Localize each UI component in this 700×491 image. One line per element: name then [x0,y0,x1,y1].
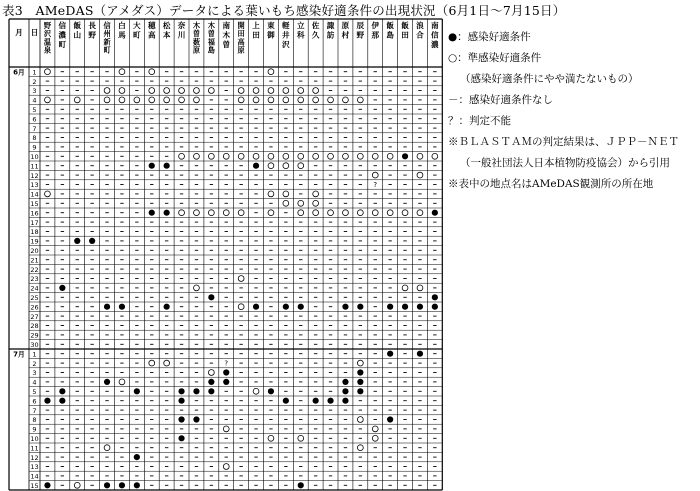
semi-infection-mark [238,210,244,216]
station-header-char: 川 [177,30,186,40]
day-number: 18 [30,228,39,237]
station-header-char: 開 [237,21,245,30]
semi-infection-mark [343,210,349,216]
station-header-char: 井 [282,30,290,40]
day-number: 9 [32,143,37,152]
unknown-mark: ? [224,359,229,368]
semi-infection-mark [208,370,214,376]
infection-mark [134,482,140,488]
day-number: 25 [30,294,39,302]
station-header-char: 泉 [43,45,52,55]
semi-infection-mark [372,426,378,432]
station-header-char: 濃 [431,39,439,49]
infection-mark [298,482,304,488]
day-number: 5 [32,388,37,396]
infection-mark [432,294,438,300]
infection-mark [417,304,423,310]
infection-mark [74,238,80,244]
semi-infection-mark [179,153,185,159]
day-number: 15 [30,482,39,490]
day-number: 1 [32,68,37,77]
station-header-char: 高 [237,37,245,47]
day-number: 22 [30,265,39,274]
infection-mark [193,416,199,422]
semi-infection-mark [298,97,304,103]
semi-infection-mark [164,360,170,366]
day-number: 6 [32,115,37,124]
station-header-char: 木 [207,21,215,30]
station-header-char: 松 [162,21,171,30]
day-number: 14 [30,190,39,199]
semi-infection-mark [253,97,259,103]
day-number: 13 [30,181,39,190]
station-header-char: 立 [296,21,305,30]
legend-unknown: ？：判定不能 [448,115,511,127]
semi-infection-mark [283,191,289,197]
station-header-char: 曽 [222,39,231,49]
semi-infection-mark [357,360,363,366]
semi-infection-mark [194,153,200,159]
station-header-char: 町 [103,45,111,55]
day-number: 24 [30,284,39,293]
day-number: 13 [30,463,39,472]
station-header-char: 木 [192,21,201,30]
infection-mark [387,416,393,422]
semi-infection-mark [268,88,274,94]
station-header-char: 長 [88,21,96,30]
semi-infection-mark [119,97,125,103]
legend-location-note: ※表中の地点名はAMeDAS観測所の所在地 [448,178,654,190]
station-header-char: 原 [237,45,245,55]
infection-mark [104,379,110,385]
day-number: 3 [32,87,37,96]
semi-infection-mark [134,97,140,103]
infection-mark [387,351,393,357]
semi-infection-mark [149,97,155,103]
station-header-char: 田 [237,29,245,39]
semi-infection-mark [357,210,363,216]
day-number: 2 [32,77,37,86]
station-header-char: 田 [252,30,260,40]
day-number: 28 [30,322,39,331]
semi-infection-mark [313,153,319,159]
semi-infection-mark [402,210,408,216]
semi-infection-mark [223,210,229,216]
day-number: 26 [30,303,39,312]
semi-infection-mark [104,97,110,103]
station-header-char: 科 [296,30,305,40]
infection-mark [104,304,110,310]
infection-mark [327,398,333,404]
semi-infection-mark [298,200,304,206]
semi-infection-mark [387,210,393,216]
infection-mark [44,482,50,488]
infection-mark [59,398,65,404]
semi-infection-mark [149,69,155,75]
semi-infection-mark [387,153,393,159]
infection-mark [283,398,289,404]
infection-mark [178,398,184,404]
day-number: 30 [30,341,39,349]
semi-infection-mark [238,304,244,310]
infection-mark [402,153,408,159]
station-header-char: 原 [341,21,350,30]
station-header-char: 飯 [73,21,82,30]
station-header-char: 伊 [371,21,380,30]
day-number: 14 [30,472,39,481]
infection-mark [342,388,348,394]
semi-infection-mark [283,88,289,94]
station-header-char: 那 [371,30,380,40]
semi-infection-mark [268,163,274,169]
station-header-char: 町 [58,39,67,49]
infection-mark [342,379,348,385]
station-header-char: 沢 [282,39,290,49]
infection-mark [44,398,50,404]
semi-infection-mark [194,210,200,216]
station-header-char: 村 [341,30,350,40]
infection-mark [283,304,289,310]
station-header-char: 曽 [192,29,201,39]
semi-infection-mark [268,153,274,159]
station-header-char: 本 [162,30,171,40]
semi-infection-mark [372,210,378,216]
unknown-mark: ? [373,181,378,190]
station-header-char: 奈 [177,21,186,30]
infection-mark [164,163,170,169]
station-header-char: 温 [43,37,52,47]
semi-infection-mark [313,97,319,103]
day-number: 1 [32,350,37,359]
semi-infection-mark [179,88,185,94]
semi-infection-mark [179,97,185,103]
day-number: 7 [32,124,37,133]
station-header-char: 福 [207,37,215,47]
semi-infection-mark [194,97,200,103]
semi-infection-mark [372,172,378,178]
station-header-char: 野 [88,30,96,40]
semi-infection-mark [357,445,363,451]
month-label: 7月 [13,350,25,359]
infection-mark [119,482,125,488]
semi-infection-mark [238,88,244,94]
infection-mark [134,454,140,460]
semi-infection-mark [208,210,214,216]
station-header-char: 原 [192,45,201,55]
station-header-char: 久 [311,30,320,40]
infection-mark [298,304,304,310]
semi-infection-mark [119,88,125,94]
day-number: 3 [32,369,37,378]
semi-infection-mark [268,435,274,441]
station-header-char: 馬 [118,30,126,40]
semi-infection-mark [208,88,214,94]
station-header-char: 軽 [282,21,290,30]
station-header-char: 田 [401,30,409,40]
semi-infection-mark [343,97,349,103]
station-header-char: 上 [252,21,260,30]
day-number: 7 [32,406,37,415]
station-header-char: 島 [386,30,394,40]
infection-mark [223,369,229,375]
day-number: 9 [32,425,37,434]
infection-mark [208,379,214,385]
infection-mark [313,398,319,404]
semi-infection-mark [328,153,334,159]
station-header-char: 大 [133,21,141,30]
semi-infection-mark [283,153,289,159]
semi-infection-mark [417,210,423,216]
infection-mark [432,210,438,216]
semi-infection-mark [283,163,289,169]
semi-infection-mark [432,153,438,159]
infection-mark [89,238,95,244]
infection-mark [402,304,408,310]
semi-infection-mark [357,417,363,423]
semi-infection-mark [298,163,304,169]
infection-mark [178,416,184,422]
station-header-char: 野 [356,30,365,40]
station-header-char: 木 [222,30,231,40]
infection-mark [342,398,348,404]
station-header-char: 新 [103,37,111,47]
semi-infection-mark [45,69,51,75]
station-header-char: 南 [222,21,231,30]
infection-mark [342,304,348,310]
semi-infection-mark [402,285,408,291]
semi-infection-mark [238,153,244,159]
infection-mark [387,304,393,310]
infection-mark [149,210,155,216]
station-header-char: 御 [267,30,275,40]
semi-infection-mark [372,435,378,441]
semi-infection-mark [223,153,229,159]
semi-infection-mark [417,153,423,159]
infection-mark [178,388,184,394]
infection-mark [59,388,65,394]
infection-mark [208,388,214,394]
station-header-char: 浪 [416,21,424,30]
day-number: 11 [30,162,39,171]
semi-infection-mark [74,482,80,488]
infection-mark [59,285,65,291]
station-header-char: 濃 [58,30,67,40]
semi-infection-mark [253,388,259,394]
semi-infection-mark [119,379,125,385]
semi-infection-mark [208,153,214,159]
station-header-char: 飯 [386,21,394,30]
infection-mark [432,304,438,310]
semi-infection-mark [104,88,110,94]
day-number: 5 [32,106,37,114]
station-header-char: 高 [147,30,156,40]
day-number: 4 [32,378,37,387]
day-number: 15 [30,200,39,208]
semi-infection-mark [343,153,349,159]
semi-infection-mark [164,97,170,103]
station-header-char: 島 [207,45,215,55]
day-number: 2 [32,359,37,368]
semi-infection-mark [253,88,259,94]
station-header-char: 穂 [147,21,156,30]
day-number: 12 [30,453,39,462]
semi-infection-mark [313,210,319,216]
day-number: 6 [32,397,37,406]
infection-mark [357,388,363,394]
day-number: 4 [32,96,37,105]
semi-infection-mark [149,88,155,94]
day-number: 11 [30,444,39,453]
semi-infection-mark [417,172,423,178]
station-header-char: 東 [267,21,275,30]
semi-infection-mark [298,88,304,94]
semi-infection-mark [372,153,378,159]
semi-infection-mark [119,69,125,75]
semi-infection-mark [164,88,170,94]
day-number: 21 [30,256,39,265]
semi-infection-mark [179,210,185,216]
semi-infection-mark [238,276,244,282]
semi-infection-mark [357,97,363,103]
semi-infection-mark [223,464,229,470]
legend [448,27,679,195]
day-number: 10 [30,153,39,161]
semi-infection-mark [45,97,51,103]
semi-infection-mark [283,97,289,103]
semi-infection-mark [268,97,274,103]
legend-source-note: ※ＢＬＡＳＴＡＭの判定結果は、ＪＰＰ－ＮＥＴ [448,136,679,148]
semi-infection-mark [74,97,80,103]
day-number: 16 [30,209,39,218]
infection-mark [119,304,125,310]
semi-infection-mark [313,200,319,206]
legend-source-org: （一般社団法人日本植物防疫協会）から引用 [460,157,670,169]
semi-infection-mark [194,285,200,291]
infection-mark [104,482,110,488]
station-header-char: 沢 [43,29,52,39]
infection-mark [253,163,259,169]
semi-infection-mark [268,210,274,216]
day-header: 日 [30,28,39,37]
day-number: 10 [30,435,39,443]
semi-infection-mark [268,69,274,75]
station-header-char: 辰 [356,21,365,30]
month-label: 6月 [13,68,25,77]
semi-infection-mark [268,191,274,197]
semi-infection-mark [328,97,334,103]
day-number: 29 [30,331,39,340]
semi-infection-mark [417,285,423,291]
station-header-char: 州 [103,29,111,39]
semi-infection-mark [313,191,319,197]
station-header-char: 白 [118,21,126,30]
day-number: 27 [30,312,39,321]
day-number: 17 [30,218,39,227]
semi-infection-mark [223,426,229,432]
semi-infection-mark [45,191,51,197]
infection-mark [223,379,229,385]
infection-mark [417,351,423,357]
day-number: 20 [30,247,39,255]
semi-infection-mark [298,153,304,159]
station-header-char: 佐 [311,21,320,30]
semi-infection-mark [298,210,304,216]
semi-infection-mark [283,200,289,206]
infection-mark [357,379,363,385]
infection-mark [164,210,170,216]
station-header-char: 信 [431,30,439,40]
day-number: 12 [30,171,39,180]
station-header-char: 野 [43,21,52,30]
station-header-char: 飯 [401,21,409,30]
day-number: 8 [32,416,37,425]
day-number: 8 [32,134,37,143]
infection-mark [357,369,363,375]
semi-infection-mark [194,88,200,94]
infection-mark [193,388,199,394]
infection-mark [253,304,259,310]
semi-infection-mark [298,435,304,441]
station-header-char: 南 [431,21,439,30]
semi-infection-mark [313,88,319,94]
month-header: 月 [15,28,23,37]
legend-infection: ●：感染好適条件 [448,31,531,43]
station-header-char: 信 [58,21,67,30]
station-header-char: 山 [73,30,82,40]
semi-infection-mark [149,360,155,366]
infection-mark [164,304,170,310]
semi-infection-mark [238,97,244,103]
infection-mark [149,163,155,169]
day-number: 19 [30,237,39,246]
infection-mark [178,435,184,441]
station-header-char: 訪 [326,30,335,40]
legend-semi-infection-note: （感染好適条件にやや満たないもの） [460,73,639,85]
legend-none: －：感染好適条件なし [448,94,553,106]
semi-infection-mark [104,445,110,451]
semi-infection-mark [357,153,363,159]
table-title: 表3 AMeDAS（アメダス）データによる葉いもち感染好適条件の出現状況（6月1日～7月15日） [2,3,566,18]
station-header-char: 曽 [207,29,215,39]
semi-infection-mark [328,210,334,216]
infection-mark [268,388,274,394]
station-header-char: 合 [416,30,424,40]
infection-mark [208,294,214,300]
station-header-char: 諏 [326,21,335,30]
station-header-char: 薮 [192,37,201,47]
semi-infection-mark [253,153,259,159]
day-number: 23 [30,275,39,284]
infection-mark [134,388,140,394]
legend-semi-infection: ○：準感染好適条件 [448,52,542,64]
infection-mark [357,304,363,310]
station-header-char: 信 [103,21,111,30]
station-header-char: 町 [133,30,141,40]
